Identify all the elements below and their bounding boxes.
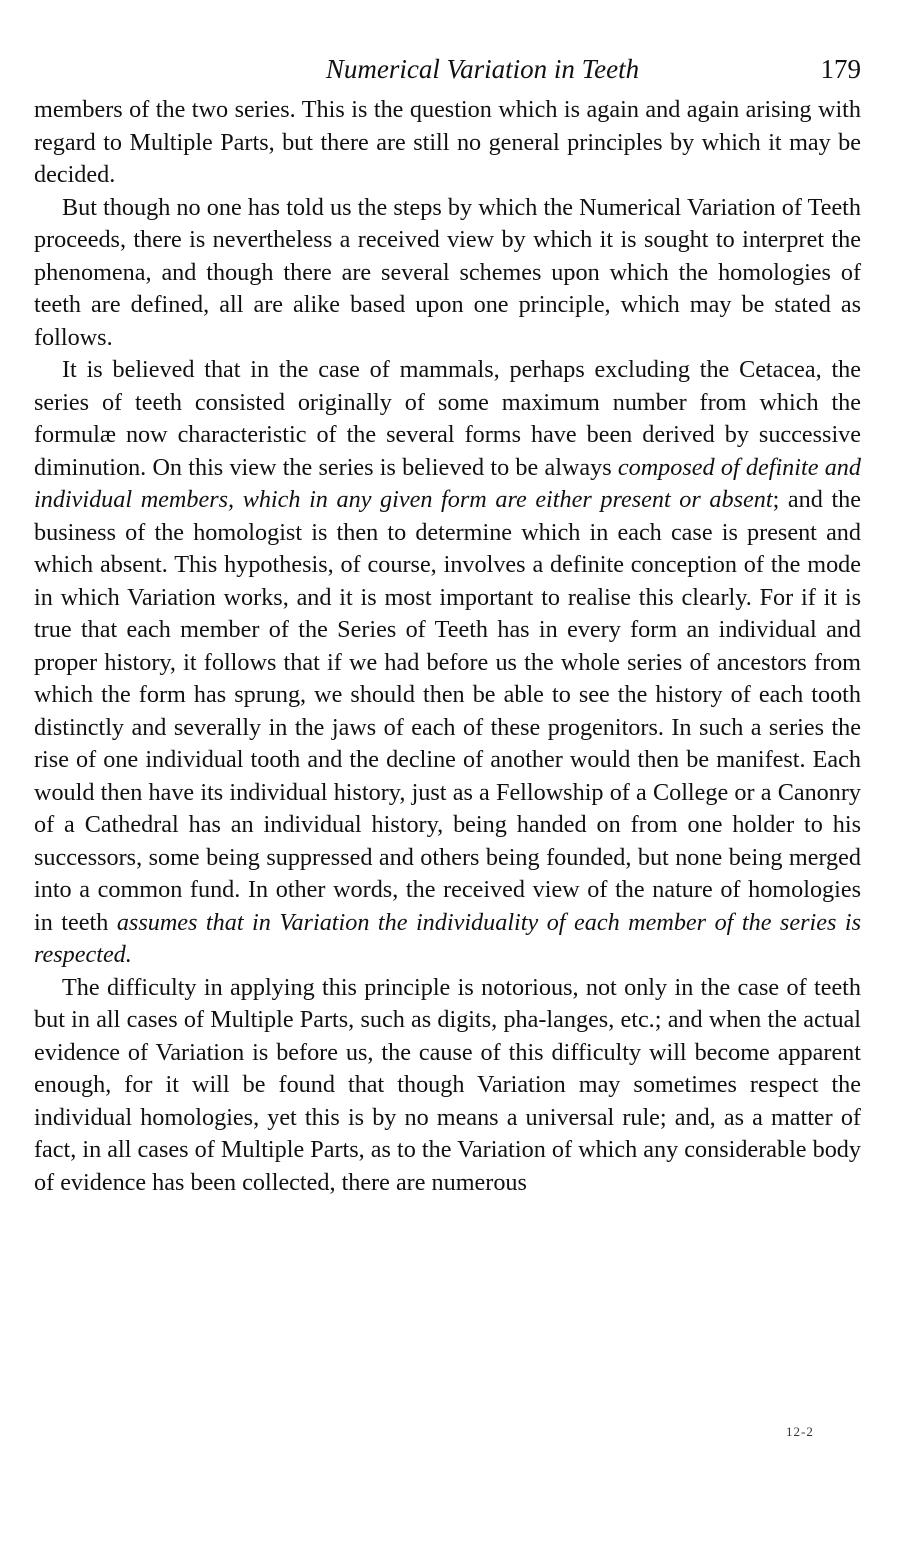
paragraph-difficulty: The difficulty in applying this principle is notorious, not only in the case of teeth but in all cases of Multiple Parts, such as digits, pha-langes, etc.; and when the actual evidence of Variation is before us, the cause of this difficulty will become apparent enough, for it will be found that though Variation may sometimes respect the individual homologies, yet this is by no means a universal rule; and, as a matter of fact, in all cases of Multiple Parts, as to the Variation of which any considerable body of evidence has been collected, there are numerous — [34, 973, 861, 1196]
paragraph-hypothesis — [34, 354, 861, 972]
signature-mark: 12-2 — [786, 1424, 814, 1439]
paragraph-hypothesis-part-a: It is believed that in the case of mammals, perhaps excluding the Cetacea, the series of teeth consisted originally of some maximum number from which the formulæ now characteristic of the several forms have been derived by successive diminution. On this view the series is believed to be always — [34, 356, 861, 481]
italic-phrase-individuality: assumes that in Variation the individuality of each member of the series is respected. — [34, 908, 861, 968]
book-page — [34, 54, 861, 1199]
page-number: 179 — [820, 54, 861, 84]
italic-phrase-definite-members: composed of definite and individual members, which in any given form are either present or absent — [34, 453, 861, 513]
running-title: Numerical Variation in Teeth — [325, 54, 640, 84]
body-text — [34, 94, 861, 1199]
running-head — [34, 54, 861, 94]
paragraph-received-view: But though no one has told us the steps by which the Numerical Variation of Teeth proceeds, there is nevertheless a received view by which it is sought to interpret the phenomena, and though there are several schemes upon which the homologies of teeth are defined, all are alike based upon one principle, which may be stated as follows. — [34, 193, 861, 351]
paragraph-hypothesis-part-b: ; and the business of the homologist is then to determine which in each case is present and which absent. This hypothesis, of course, involves a definite conception of the mode in which Variation works, and it is most important to realise this clearly. For if it is true that each member of the Series of Teeth has in every form an individual and proper history, it follows that if we had before us the whole series of ancestors from which the form has sprung, we should then be able to see the history of each tooth distinctly and severally in the jaws of each of these progenitors. In such a series the rise of one individual tooth and the decline of another would then be manifest. Each would then have its individual history, just as a Fellowship of a College or a Canonry of a Cathedral has an individual history, being handed on from one holder to his successors, some being suppressed and others being founded, but none being merged into a common fund. In other words, the received view of the nature of homologies in teeth — [34, 486, 861, 936]
paragraph-continuation: members of the two series. This is the question which is again and again arising with regard to Multiple Parts, but there are still no general principles by which it may be decided. — [34, 96, 861, 188]
